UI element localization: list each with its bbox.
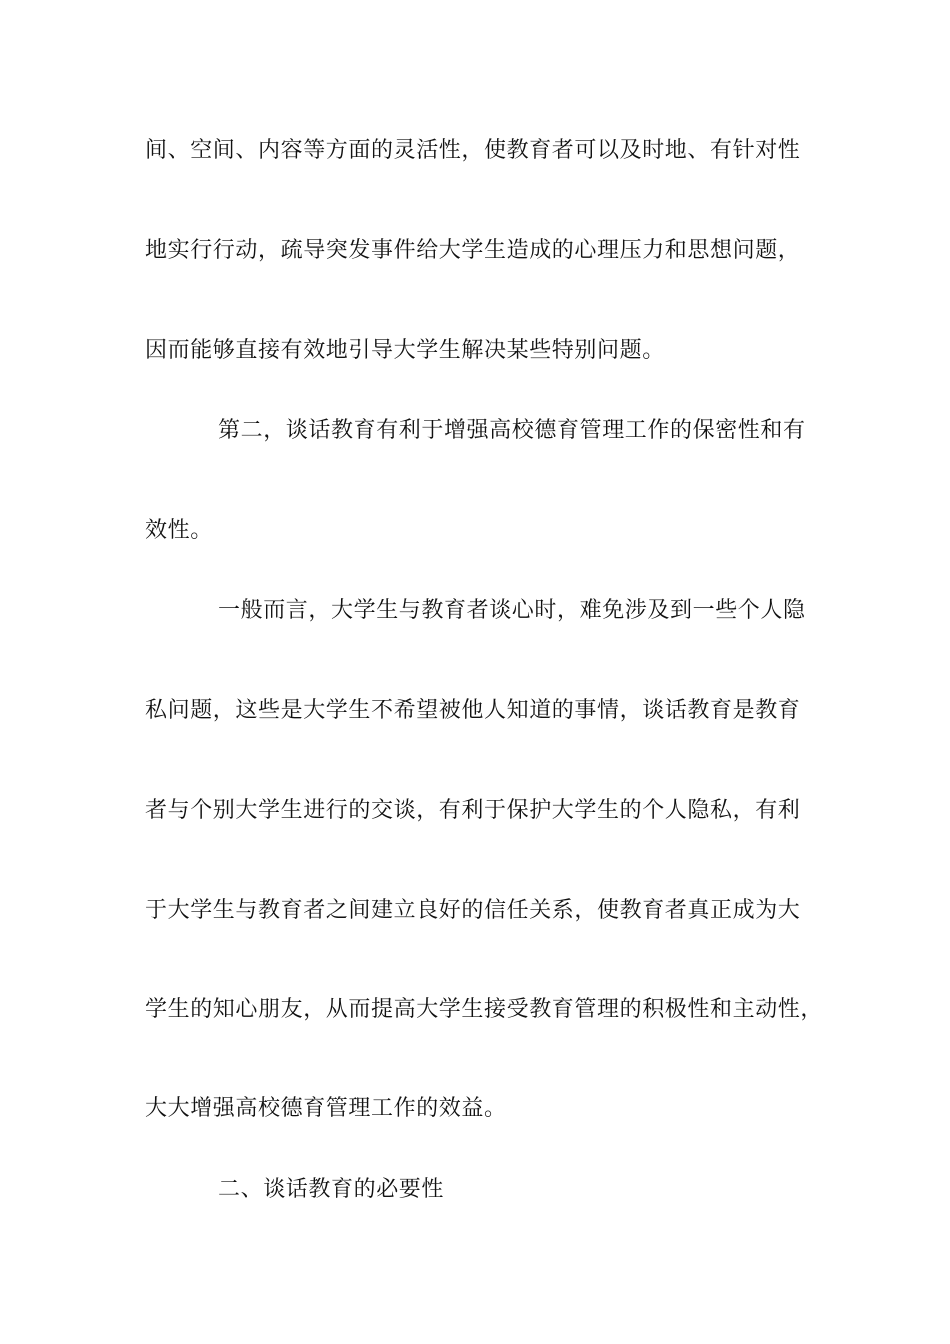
paragraph-line: 一般而言，大学生与教育者谈心时，难免涉及到一些个人隐 (218, 598, 806, 623)
paragraph-line: 大大增强高校德育管理工作的效益。 (145, 1096, 507, 1121)
paragraph-line: 学生的知心朋友，从而提高大学生接受教育管理的积极性和主动性， (145, 997, 824, 1022)
paragraph-line: 于大学生与教育者之间建立良好的信任关系，使教育者真正成为大 (145, 898, 801, 923)
paragraph-line: 私问题，这些是大学生不希望被他人知道的事情，谈话教育是教育 (145, 698, 801, 723)
paragraph-line: 地实行行动，疏导突发事件给大学生造成的心理压力和思想问题， (145, 238, 801, 263)
paragraph-line: 第二，谈话教育有利于增强高校德育管理工作的保密性和有 (218, 418, 806, 443)
section-heading: 二、谈话教育的必要性 (218, 1177, 445, 1202)
paragraph-line: 效性。 (145, 518, 213, 543)
paragraph-line: 间、空间、内容等方面的灵活性，使教育者可以及时地、有针对性 (145, 138, 801, 163)
paragraph-line: 因而能够直接有效地引导大学生解决某些特别问题。 (145, 338, 665, 363)
paragraph-line: 者与个别大学生进行的交谈，有利于保护大学生的个人隐私，有利 (145, 798, 801, 823)
